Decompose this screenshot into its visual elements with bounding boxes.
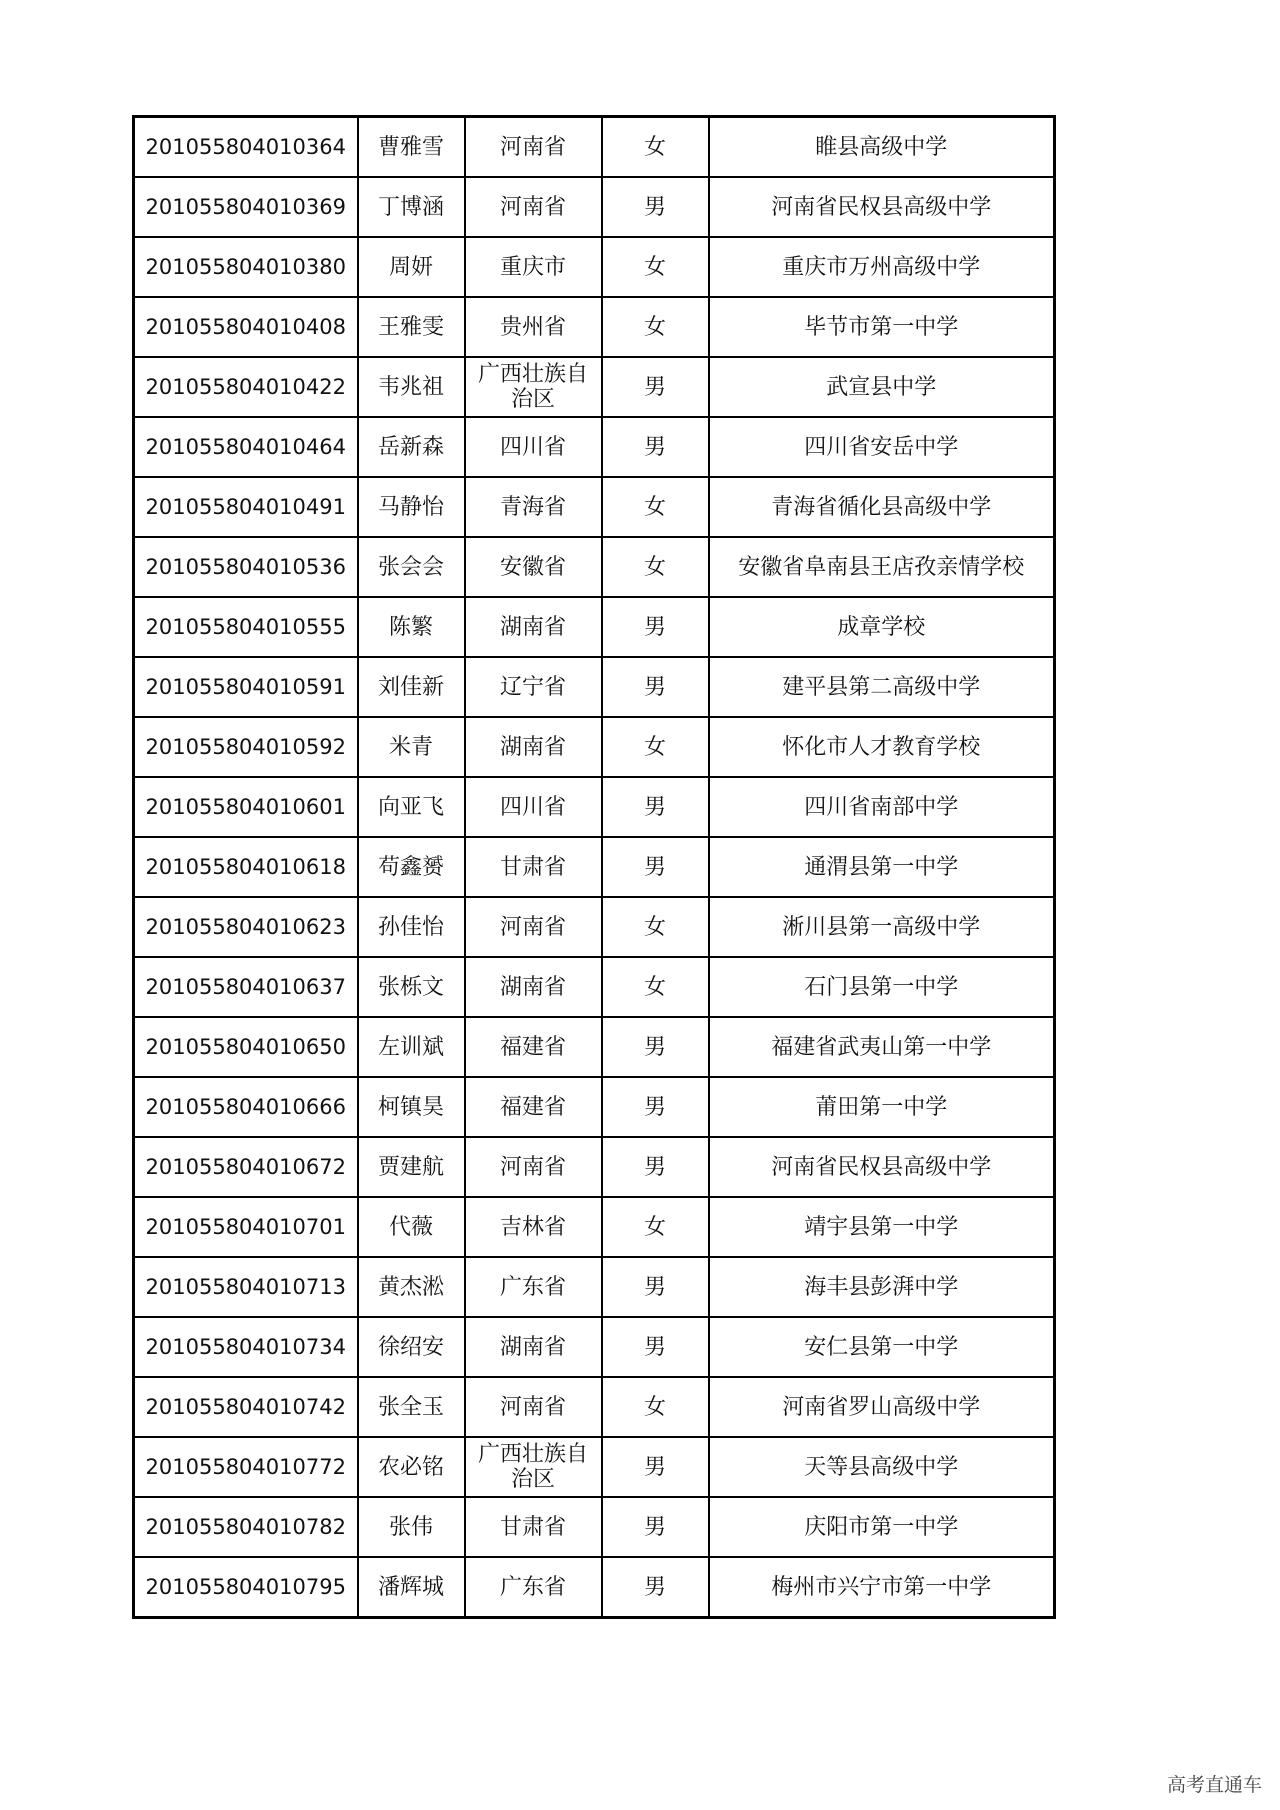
student-name-cell: 周妍	[358, 237, 465, 297]
province-cell: 安徽省	[465, 537, 602, 597]
gender-cell: 男	[602, 1077, 709, 1137]
exam-id-cell: 201055804010701	[134, 1197, 358, 1257]
province-cell: 河南省	[465, 1377, 602, 1437]
school-cell: 毕节市第一中学	[709, 297, 1055, 357]
table-row	[134, 477, 1055, 537]
gender-cell: 女	[602, 957, 709, 1017]
school-cell: 建平县第二高级中学	[709, 657, 1055, 717]
province-cell: 吉林省	[465, 1197, 602, 1257]
exam-id-cell: 201055804010618	[134, 837, 358, 897]
province-cell: 重庆市	[465, 237, 602, 297]
exam-id-cell: 201055804010536	[134, 537, 358, 597]
gender-cell: 男	[602, 177, 709, 237]
exam-id-cell: 201055804010772	[134, 1437, 358, 1497]
exam-id-cell: 201055804010591	[134, 657, 358, 717]
table-row	[134, 297, 1055, 357]
province-cell: 广东省	[465, 1557, 602, 1618]
province-cell: 四川省	[465, 777, 602, 837]
province-cell: 青海省	[465, 477, 602, 537]
school-cell: 靖宇县第一中学	[709, 1197, 1055, 1257]
gender-cell: 男	[602, 1257, 709, 1317]
gender-cell: 男	[602, 777, 709, 837]
school-cell: 武宣县中学	[709, 357, 1055, 417]
school-cell: 淅川县第一高级中学	[709, 897, 1055, 957]
gender-cell: 男	[602, 417, 709, 477]
table-row	[134, 717, 1055, 777]
roster-body	[134, 117, 1055, 1618]
table-row	[134, 177, 1055, 237]
province-cell: 广东省	[465, 1257, 602, 1317]
table-row	[134, 957, 1055, 1017]
school-cell: 莆田第一中学	[709, 1077, 1055, 1137]
gender-cell: 男	[602, 1497, 709, 1557]
gender-cell: 女	[602, 1377, 709, 1437]
table-row	[134, 1197, 1055, 1257]
province-cell: 湖南省	[465, 597, 602, 657]
exam-id-cell: 201055804010650	[134, 1017, 358, 1077]
province-cell: 辽宁省	[465, 657, 602, 717]
student-name-cell: 黄杰淞	[358, 1257, 465, 1317]
gender-cell: 女	[602, 117, 709, 178]
province-cell: 河南省	[465, 117, 602, 178]
exam-id-cell: 201055804010592	[134, 717, 358, 777]
student-name-cell: 贾建航	[358, 1137, 465, 1197]
gender-cell: 男	[602, 1557, 709, 1618]
student-name-cell: 曹雅雪	[358, 117, 465, 178]
student-name-cell: 马静怡	[358, 477, 465, 537]
exam-id-cell: 201055804010672	[134, 1137, 358, 1197]
student-name-cell: 张会会	[358, 537, 465, 597]
student-name-cell: 向亚飞	[358, 777, 465, 837]
exam-id-cell: 201055804010637	[134, 957, 358, 1017]
school-cell: 河南省罗山高级中学	[709, 1377, 1055, 1437]
table-row	[134, 597, 1055, 657]
school-cell: 成章学校	[709, 597, 1055, 657]
school-cell: 河南省民权县高级中学	[709, 1137, 1055, 1197]
school-cell: 海丰县彭湃中学	[709, 1257, 1055, 1317]
student-name-cell: 米青	[358, 717, 465, 777]
watermark-text: 高考直通车	[1166, 1774, 1262, 1796]
student-name-cell: 丁博涵	[358, 177, 465, 237]
student-name-cell: 农必铭	[358, 1437, 465, 1497]
exam-id-cell: 201055804010555	[134, 597, 358, 657]
province-cell: 广西壮族自治区	[465, 1437, 602, 1497]
table-row	[134, 1137, 1055, 1197]
exam-id-cell: 201055804010601	[134, 777, 358, 837]
exam-id-cell: 201055804010795	[134, 1557, 358, 1618]
table-row	[134, 1497, 1055, 1557]
gender-cell: 女	[602, 237, 709, 297]
school-cell: 四川省南部中学	[709, 777, 1055, 837]
school-cell: 河南省民权县高级中学	[709, 177, 1055, 237]
student-name-cell: 潘辉城	[358, 1557, 465, 1618]
table-row	[134, 897, 1055, 957]
gender-cell: 女	[602, 537, 709, 597]
student-roster-table	[132, 115, 1056, 1619]
student-name-cell: 张全玉	[358, 1377, 465, 1437]
province-cell: 湖南省	[465, 717, 602, 777]
province-cell: 湖南省	[465, 1317, 602, 1377]
student-name-cell: 陈繁	[358, 597, 465, 657]
student-name-cell: 岳新森	[358, 417, 465, 477]
school-cell: 安仁县第一中学	[709, 1317, 1055, 1377]
gender-cell: 男	[602, 837, 709, 897]
school-cell: 重庆市万州高级中学	[709, 237, 1055, 297]
exam-id-cell: 201055804010364	[134, 117, 358, 178]
school-cell: 四川省安岳中学	[709, 417, 1055, 477]
gender-cell: 男	[602, 1437, 709, 1497]
province-cell: 福建省	[465, 1017, 602, 1077]
table-row	[134, 357, 1055, 417]
student-name-cell: 柯镇昊	[358, 1077, 465, 1137]
table-row	[134, 837, 1055, 897]
school-cell: 睢县高级中学	[709, 117, 1055, 178]
province-cell: 甘肃省	[465, 1497, 602, 1557]
school-cell: 石门县第一中学	[709, 957, 1055, 1017]
exam-id-cell: 201055804010491	[134, 477, 358, 537]
table-row	[134, 657, 1055, 717]
exam-id-cell: 201055804010369	[134, 177, 358, 237]
province-cell: 福建省	[465, 1077, 602, 1137]
table-row	[134, 1377, 1055, 1437]
exam-id-cell: 201055804010380	[134, 237, 358, 297]
table-row	[134, 237, 1055, 297]
exam-id-cell: 201055804010742	[134, 1377, 358, 1437]
exam-id-cell: 201055804010782	[134, 1497, 358, 1557]
province-cell: 河南省	[465, 897, 602, 957]
school-cell: 青海省循化县高级中学	[709, 477, 1055, 537]
province-cell: 河南省	[465, 177, 602, 237]
student-name-cell: 孙佳怡	[358, 897, 465, 957]
gender-cell: 女	[602, 717, 709, 777]
gender-cell: 男	[602, 357, 709, 417]
school-cell: 福建省武夷山第一中学	[709, 1017, 1055, 1077]
school-cell: 梅州市兴宁市第一中学	[709, 1557, 1055, 1618]
gender-cell: 女	[602, 1197, 709, 1257]
gender-cell: 男	[602, 1017, 709, 1077]
gender-cell: 女	[602, 297, 709, 357]
gender-cell: 男	[602, 1137, 709, 1197]
province-cell: 四川省	[465, 417, 602, 477]
student-name-cell: 左训斌	[358, 1017, 465, 1077]
table-row	[134, 1257, 1055, 1317]
gender-cell: 女	[602, 897, 709, 957]
table-row	[134, 1437, 1055, 1497]
student-name-cell: 徐绍安	[358, 1317, 465, 1377]
student-name-cell: 张伟	[358, 1497, 465, 1557]
student-name-cell: 苟鑫赟	[358, 837, 465, 897]
exam-id-cell: 201055804010734	[134, 1317, 358, 1377]
school-cell: 通渭县第一中学	[709, 837, 1055, 897]
student-name-cell: 王雅雯	[358, 297, 465, 357]
exam-id-cell: 201055804010666	[134, 1077, 358, 1137]
table-row	[134, 1557, 1055, 1618]
student-name-cell: 刘佳新	[358, 657, 465, 717]
table-row	[134, 1077, 1055, 1137]
table-row	[134, 537, 1055, 597]
exam-id-cell: 201055804010464	[134, 417, 358, 477]
province-cell: 湖南省	[465, 957, 602, 1017]
table-row	[134, 1317, 1055, 1377]
school-cell: 庆阳市第一中学	[709, 1497, 1055, 1557]
table-row	[134, 417, 1055, 477]
province-cell: 贵州省	[465, 297, 602, 357]
student-name-cell: 代薇	[358, 1197, 465, 1257]
gender-cell: 男	[602, 657, 709, 717]
province-cell: 甘肃省	[465, 837, 602, 897]
exam-id-cell: 201055804010623	[134, 897, 358, 957]
student-name-cell: 韦兆祖	[358, 357, 465, 417]
school-cell: 安徽省阜南县王店孜亲情学校	[709, 537, 1055, 597]
table-row	[134, 1017, 1055, 1077]
province-cell: 广西壮族自治区	[465, 357, 602, 417]
province-cell: 河南省	[465, 1137, 602, 1197]
gender-cell: 女	[602, 477, 709, 537]
table-row	[134, 777, 1055, 837]
exam-id-cell: 201055804010408	[134, 297, 358, 357]
gender-cell: 男	[602, 1317, 709, 1377]
exam-id-cell: 201055804010422	[134, 357, 358, 417]
exam-id-cell: 201055804010713	[134, 1257, 358, 1317]
table-row	[134, 117, 1055, 178]
student-name-cell: 张栎文	[358, 957, 465, 1017]
school-cell: 怀化市人才教育学校	[709, 717, 1055, 777]
school-cell: 天等县高级中学	[709, 1437, 1055, 1497]
gender-cell: 男	[602, 597, 709, 657]
